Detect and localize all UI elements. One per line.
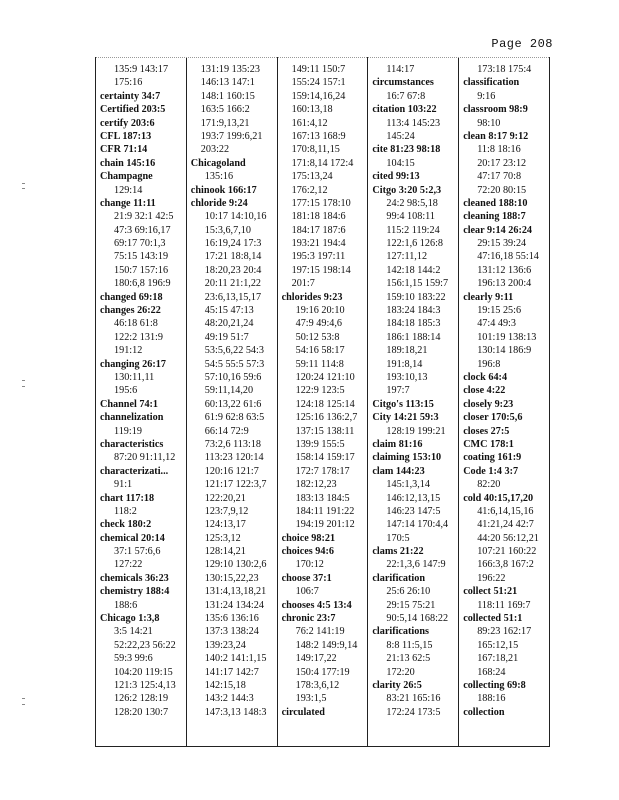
index-reference: 59:11,14,20	[204, 385, 254, 397]
index-reference: 196:22	[477, 572, 506, 584]
index-reference: 201:7	[291, 278, 315, 290]
index-reference: 125:16 136:2,7	[295, 412, 358, 424]
index-reference: 159:10 183:22	[386, 291, 446, 303]
index-reference: 101:19 138:13	[477, 331, 537, 343]
index-term: chemicals 36:23	[100, 572, 169, 584]
index-term: clarification	[372, 572, 426, 584]
index-term: citation 103:22	[372, 104, 437, 116]
index-term: characteristics	[100, 438, 164, 450]
index-reference: 122:20,21	[204, 492, 246, 504]
index-reference: 140:2 141:1,15	[204, 653, 267, 665]
index-reference: 21:9 32:1 42:5	[114, 211, 174, 223]
index-reference: 66:14 72:9	[204, 425, 249, 437]
index-term: chart 117:18	[100, 492, 155, 504]
index-term: circulated	[281, 706, 325, 718]
index-term: channelization	[100, 412, 164, 424]
index-reference: 193:10,13	[386, 371, 428, 383]
index-term: classroom 98:9	[463, 104, 528, 116]
index-reference: 47:16,18 55:14	[477, 251, 539, 263]
index-reference: 98:10	[477, 117, 501, 129]
index-reference: 16:19,24 17:3	[204, 238, 262, 250]
index-reference: 121:17 122:3,7	[204, 479, 267, 491]
index-term: closely 9:23	[463, 398, 514, 410]
index-reference: 123:7,9,12	[204, 505, 249, 517]
index-reference: 150:7 157:16	[114, 264, 169, 276]
index-term: Code 1:4 3:7	[463, 465, 519, 477]
index-term: choices 94:6	[281, 546, 334, 558]
index-reference: 137:15 138:11	[295, 425, 355, 437]
index-term: certainty 34:7	[100, 90, 161, 102]
index-term: Chicago 1:3,8	[100, 613, 160, 625]
index-reference: 171:9,13,21	[200, 117, 250, 129]
page-number: Page 208	[491, 37, 553, 51]
index-reference: 3:5 14:21	[114, 626, 153, 638]
index-reference: 24:2 98:5,18	[386, 197, 438, 209]
index-reference: 193:1,5	[295, 693, 327, 705]
index-reference: 163:5 166:2	[200, 104, 250, 116]
index-reference: 171:8,14 172:4	[291, 157, 354, 169]
index-reference: 135:6 136:16	[204, 613, 259, 625]
index-reference: 113:4 145:23	[386, 117, 441, 129]
index-reference: 147:14 170:4,4	[386, 519, 449, 531]
index-term: certify 203:6	[100, 117, 155, 129]
index-reference: 49:19 51:7	[204, 331, 249, 343]
index-reference: 121:3 125:4,13	[114, 679, 176, 691]
index-reference: 44:20 56:12,21	[477, 532, 539, 544]
index-term: closes 27:5	[463, 425, 510, 437]
index-reference: 21:13 62:5	[386, 653, 431, 665]
index-term: CMC 178:1	[463, 438, 514, 450]
index-reference: 150:4 177:19	[295, 666, 350, 678]
index-reference: 176:2,12	[291, 184, 328, 196]
index-term: CFR 71:14	[100, 144, 148, 156]
index-reference: 124:13,17	[204, 519, 246, 531]
scan-mark	[22, 704, 25, 705]
index-term: CFL 187:13	[100, 130, 152, 142]
index-reference: 146:12,13,15	[386, 492, 441, 504]
index-reference: 131:24 134:24	[204, 599, 264, 611]
index-reference: 186:1 188:14	[386, 331, 441, 343]
index-reference: 48:20,21,24	[204, 318, 254, 330]
index-term: change 11:11	[100, 197, 156, 209]
index-term: clam 144:23	[372, 465, 425, 477]
index-reference: 180:6,8 196:9	[114, 278, 171, 290]
index-reference: 196:13 200:4	[477, 278, 532, 290]
index-reference: 142:15,18	[204, 679, 246, 691]
index-reference: 194:19 201:12	[295, 519, 355, 531]
index-reference: 118:11 169:7	[477, 599, 531, 611]
index-term: cited 99:13	[372, 171, 420, 183]
index-reference: 145:1,3,14	[386, 479, 430, 491]
index-term: choose 37:1	[281, 572, 332, 584]
index-reference: 173:18 175:4	[477, 64, 532, 75]
index-reference: 124:18 125:14	[295, 398, 355, 410]
index-reference: 135:16	[204, 171, 234, 183]
index-column-5	[459, 57, 549, 746]
index-reference: 122:9 123:5	[295, 385, 345, 397]
index-reference: 149:11 150:7	[291, 64, 346, 75]
index-reference: 191:12	[114, 345, 143, 357]
index-reference: 126:2 128:19	[114, 693, 169, 705]
index-reference: 72:20 80:15	[477, 184, 527, 196]
index-reference: 168:24	[477, 666, 506, 678]
index-reference: 54:16 58:17	[295, 345, 345, 357]
index-reference: 142:18 144:2	[386, 264, 441, 276]
index-term: cleaning 188:7	[463, 211, 526, 223]
index-reference: 47:3 69:16,17	[114, 224, 171, 236]
index-reference: 82:20	[477, 479, 501, 491]
index-reference: 25:6 26:10	[386, 586, 431, 598]
index-reference: 170:12	[295, 559, 324, 571]
index-reference: 19:16 20:10	[295, 305, 345, 317]
index-term: cite 81:23 98:18	[372, 144, 441, 156]
index-reference: 87:20 91:11,12	[114, 452, 176, 464]
index-reference: 90:5,14 168:22	[386, 613, 449, 625]
index-reference: 18:20,23 20:4	[204, 264, 262, 276]
index-term: Citgo's 113:15	[372, 398, 434, 410]
index-reference: 122:2 131:9	[114, 331, 163, 343]
index-reference: 130:14 186:9	[477, 345, 532, 357]
index-reference: 128:19 199:21	[386, 425, 446, 437]
index-term: Citgo 3:20 5:2,3	[372, 184, 442, 196]
index-reference: 53:5,6,22 54:3	[204, 345, 264, 357]
index-term: Certified 203:5	[100, 104, 166, 116]
index-reference: 73:2,6 113:18	[204, 438, 262, 450]
index-reference: 197:15 198:14	[291, 264, 351, 276]
index-reference: 145:24	[386, 130, 415, 142]
index-reference: 130:11,11	[114, 371, 155, 383]
index-reference: 60:13,22 61:6	[204, 398, 262, 410]
index-reference: 183:24 184:3	[386, 305, 441, 317]
index-term: chain 145:16	[100, 157, 156, 169]
index-reference: 159:14,16,24	[291, 90, 346, 102]
index-reference: 20:11 21:1,22	[204, 278, 262, 290]
index-reference: 120:16 121:7	[204, 465, 259, 477]
index-reference: 181:18 184:6	[291, 211, 346, 223]
index-reference: 146:13 147:1	[200, 77, 255, 89]
index-term: clear 9:14 26:24	[463, 224, 533, 236]
index-reference: 172:24 173:5	[386, 706, 441, 718]
index-reference: 127:11,12	[386, 251, 428, 263]
index-term: clock 64:4	[463, 371, 508, 383]
index-term: chinook 166:17	[190, 184, 257, 196]
index-reference: 11:8 18:16	[477, 144, 521, 156]
index-reference: 195:6	[114, 385, 138, 397]
index-reference: 161:4,12	[291, 117, 328, 129]
index-term: cleaned 188:10	[463, 197, 528, 209]
index-reference: 17:21 18:8,14	[204, 251, 262, 263]
index-reference: 170:5	[386, 532, 410, 544]
index-reference: 182:12,23	[295, 479, 337, 491]
scan-mark	[22, 380, 25, 381]
index-term: chronic 23:7	[281, 613, 336, 625]
index-term: check 180:2	[100, 519, 152, 531]
index-reference: 120:24 121:10	[295, 371, 355, 383]
index-term: closer 170:5,6	[463, 412, 523, 424]
index-reference: 104:15	[386, 157, 415, 169]
index-reference: 197:7	[386, 385, 410, 397]
index-reference: 128:20 130:7	[114, 706, 169, 718]
index-reference: 8:8 11:5,15	[386, 639, 433, 651]
index-reference: 47:4 49:3	[477, 318, 516, 330]
index-reference: 165:12,15	[477, 639, 519, 651]
index-reference: 37:1 57:6,6	[114, 546, 161, 558]
index-reference: 175:16	[114, 77, 143, 89]
index-reference: 129:14	[114, 184, 143, 196]
index-reference: 155:24 157:1	[291, 77, 346, 89]
scan-mark	[22, 183, 25, 184]
index-reference: 135:9 143:17	[114, 64, 169, 75]
index-term: changes 26:22	[100, 305, 161, 317]
index-reference: 195:3 197:11	[291, 251, 346, 263]
index-reference: 41:21,24 42:7	[477, 519, 534, 531]
index-table	[95, 57, 550, 747]
index-term: clarifications	[372, 626, 429, 638]
index-term: Champagne	[100, 171, 153, 183]
index-reference: 47:9 49:4,6	[295, 318, 343, 330]
index-reference: 99:4 108:11	[386, 211, 435, 223]
index-reference: 188:6	[114, 599, 138, 611]
index-term: chloride 9:24	[190, 197, 248, 209]
index-reference: 139:9 155:5	[295, 438, 345, 450]
index-reference: 20:17 23:12	[477, 157, 527, 169]
index-reference: 50:12 53:8	[295, 331, 340, 343]
index-reference: 59:11 114:8	[295, 358, 344, 370]
index-reference: 156:1,15 159:7	[386, 278, 449, 290]
index-term: Chicagoland	[190, 157, 246, 169]
index-term: clams 21:22	[372, 546, 424, 558]
index-column-1	[96, 57, 187, 746]
index-term: changing 26:17	[100, 358, 166, 370]
index-reference: 75:15 143:19	[114, 251, 169, 263]
index-reference: 189:18,21	[386, 345, 428, 357]
index-reference: 122:1,6 126:8	[386, 238, 443, 250]
index-term: choice 98:21	[281, 532, 336, 544]
index-reference: 160:13,18	[291, 104, 333, 116]
index-term: claim 81:16	[372, 438, 423, 450]
index-reference: 104:20 119:15	[114, 666, 173, 678]
index-reference: 167:18,21	[477, 653, 519, 665]
index-reference: 147:3,13 148:3	[204, 706, 267, 718]
index-reference: 175:13,24	[291, 171, 333, 183]
index-reference: 139:23,24	[204, 639, 246, 651]
index-reference: 170:8,11,15	[291, 144, 340, 156]
index-reference: 23:6,13,15,17	[204, 291, 262, 303]
index-term: cold 40:15,17,20	[463, 492, 534, 504]
index-term: collection	[463, 706, 505, 718]
index-reference: 167:13 168:9	[291, 130, 346, 142]
index-reference: 59:3 99:6	[114, 653, 153, 665]
index-reference: 115:2 119:24	[386, 224, 440, 236]
index-reference: 46:18 61:8	[114, 318, 158, 330]
index-reference: 118:2	[114, 505, 137, 517]
index-reference: 184:18 185:3	[386, 318, 441, 330]
index-reference: 137:3 138:24	[204, 626, 259, 638]
index-reference: 29:15 39:24	[477, 238, 527, 250]
index-term: claiming 153:10	[372, 452, 442, 464]
index-reference: 130:15,22,23	[204, 572, 259, 584]
index-reference: 149:17,22	[295, 653, 337, 665]
index-reference: 10:17 14:10,16	[204, 211, 267, 223]
index-reference: 29:15 75:21	[386, 599, 436, 611]
index-reference: 131:12 136:6	[477, 264, 532, 276]
index-term: Channel 74:1	[100, 398, 159, 410]
index-reference: 106:7	[295, 586, 319, 598]
index-term: classification	[463, 77, 520, 89]
index-reference: 191:8,14	[386, 358, 423, 370]
index-reference: 203:22	[200, 144, 230, 156]
index-reference: 172:20	[386, 666, 415, 678]
index-reference: 143:2 144:3	[204, 693, 254, 705]
index-reference: 16:7 67:8	[386, 90, 426, 102]
scan-mark	[22, 698, 25, 699]
index-reference: 183:13 184:5	[295, 492, 350, 504]
index-reference: 125:3,12	[204, 532, 241, 544]
index-reference: 178:3,6,12	[295, 679, 340, 691]
index-term: close 4:22	[463, 385, 506, 397]
index-reference: 69:17 70:1,3	[114, 238, 166, 250]
index-reference: 131:19 135:23	[200, 64, 260, 75]
index-reference: 127:22	[114, 559, 143, 571]
index-term: collected 51:1	[463, 613, 523, 625]
index-term: clearly 9:11	[463, 291, 514, 303]
index-reference: 184:11 191:22	[295, 505, 355, 517]
index-reference: 146:23 147:5	[386, 505, 441, 517]
index-reference: 166:3,8 167:2	[477, 559, 534, 571]
index-reference: 193:7 199:6,21	[200, 130, 263, 142]
index-term: chemical 20:14	[100, 532, 165, 544]
index-term: City 14:21 59:3	[372, 412, 439, 424]
index-term: collect 51:21	[463, 586, 518, 598]
index-reference: 107:21 160:22	[477, 546, 537, 558]
index-reference: 128:14,21	[204, 546, 246, 558]
index-reference: 22:1,3,6 147:9	[386, 559, 446, 571]
index-reference: 91:1	[114, 479, 133, 491]
index-reference: 113:23 120:14	[204, 452, 264, 464]
index-reference: 141:17 142:7	[204, 666, 259, 678]
index-term: coating 161:9	[463, 452, 522, 464]
index-reference: 19:15 25:6	[477, 305, 522, 317]
index-term: circumstances	[372, 77, 434, 89]
index-reference: 52:22,23 56:22	[114, 639, 176, 651]
index-term: chlorides 9:23	[281, 291, 343, 303]
index-reference: 89:23 162:17	[477, 626, 532, 638]
index-column-2	[187, 57, 278, 746]
index-reference: 172:7 178:17	[295, 465, 350, 477]
index-reference: 148:2 149:9,14	[295, 639, 358, 651]
index-term: clean 8:17 9:12	[463, 130, 529, 142]
index-term: collecting 69:8	[463, 679, 526, 691]
index-term: chooses 4:5 13:4	[281, 599, 352, 611]
index-reference: 15:3,6,7,10	[204, 224, 251, 236]
scan-mark	[22, 188, 25, 189]
index-reference: 41:6,14,15,16	[477, 505, 534, 517]
index-term: clarity 26:5	[372, 679, 422, 691]
index-reference: 76:2 141:19	[295, 626, 345, 638]
index-term: changed 69:18	[100, 291, 163, 303]
index-term: chemistry 188:4	[100, 586, 170, 598]
index-reference: 188:16	[477, 693, 506, 705]
index-reference: 148:1 160:15	[200, 90, 255, 102]
index-reference: 45:15 47:13	[204, 305, 254, 317]
index-reference: 57:10,16 59:6	[204, 371, 262, 383]
index-reference: 54:5 55:5 57:3	[204, 358, 265, 370]
index-reference: 61:9 62:8 63:5	[204, 412, 265, 424]
index-reference: 193:21 194:4	[291, 238, 346, 250]
index-column-3	[278, 57, 369, 746]
index-reference: 184:17 187:6	[291, 224, 346, 236]
index-reference: 9:16	[477, 90, 496, 102]
index-reference: 158:14 159:17	[295, 452, 355, 464]
index-reference: 196:8	[477, 358, 501, 370]
index-reference: 177:15 178:10	[291, 197, 351, 209]
index-term: characterizati...	[100, 465, 169, 477]
scan-mark	[22, 386, 25, 387]
index-reference: 131:4,13,18,21	[204, 586, 267, 598]
index-column-4	[368, 57, 459, 746]
index-reference: 83:21 165:16	[386, 693, 441, 705]
index-reference: 119:19	[114, 425, 142, 437]
index-reference: 129:10 130:2,6	[204, 559, 267, 571]
index-reference: 47:17 70:8	[477, 171, 522, 183]
index-reference: 114:17	[386, 64, 415, 75]
